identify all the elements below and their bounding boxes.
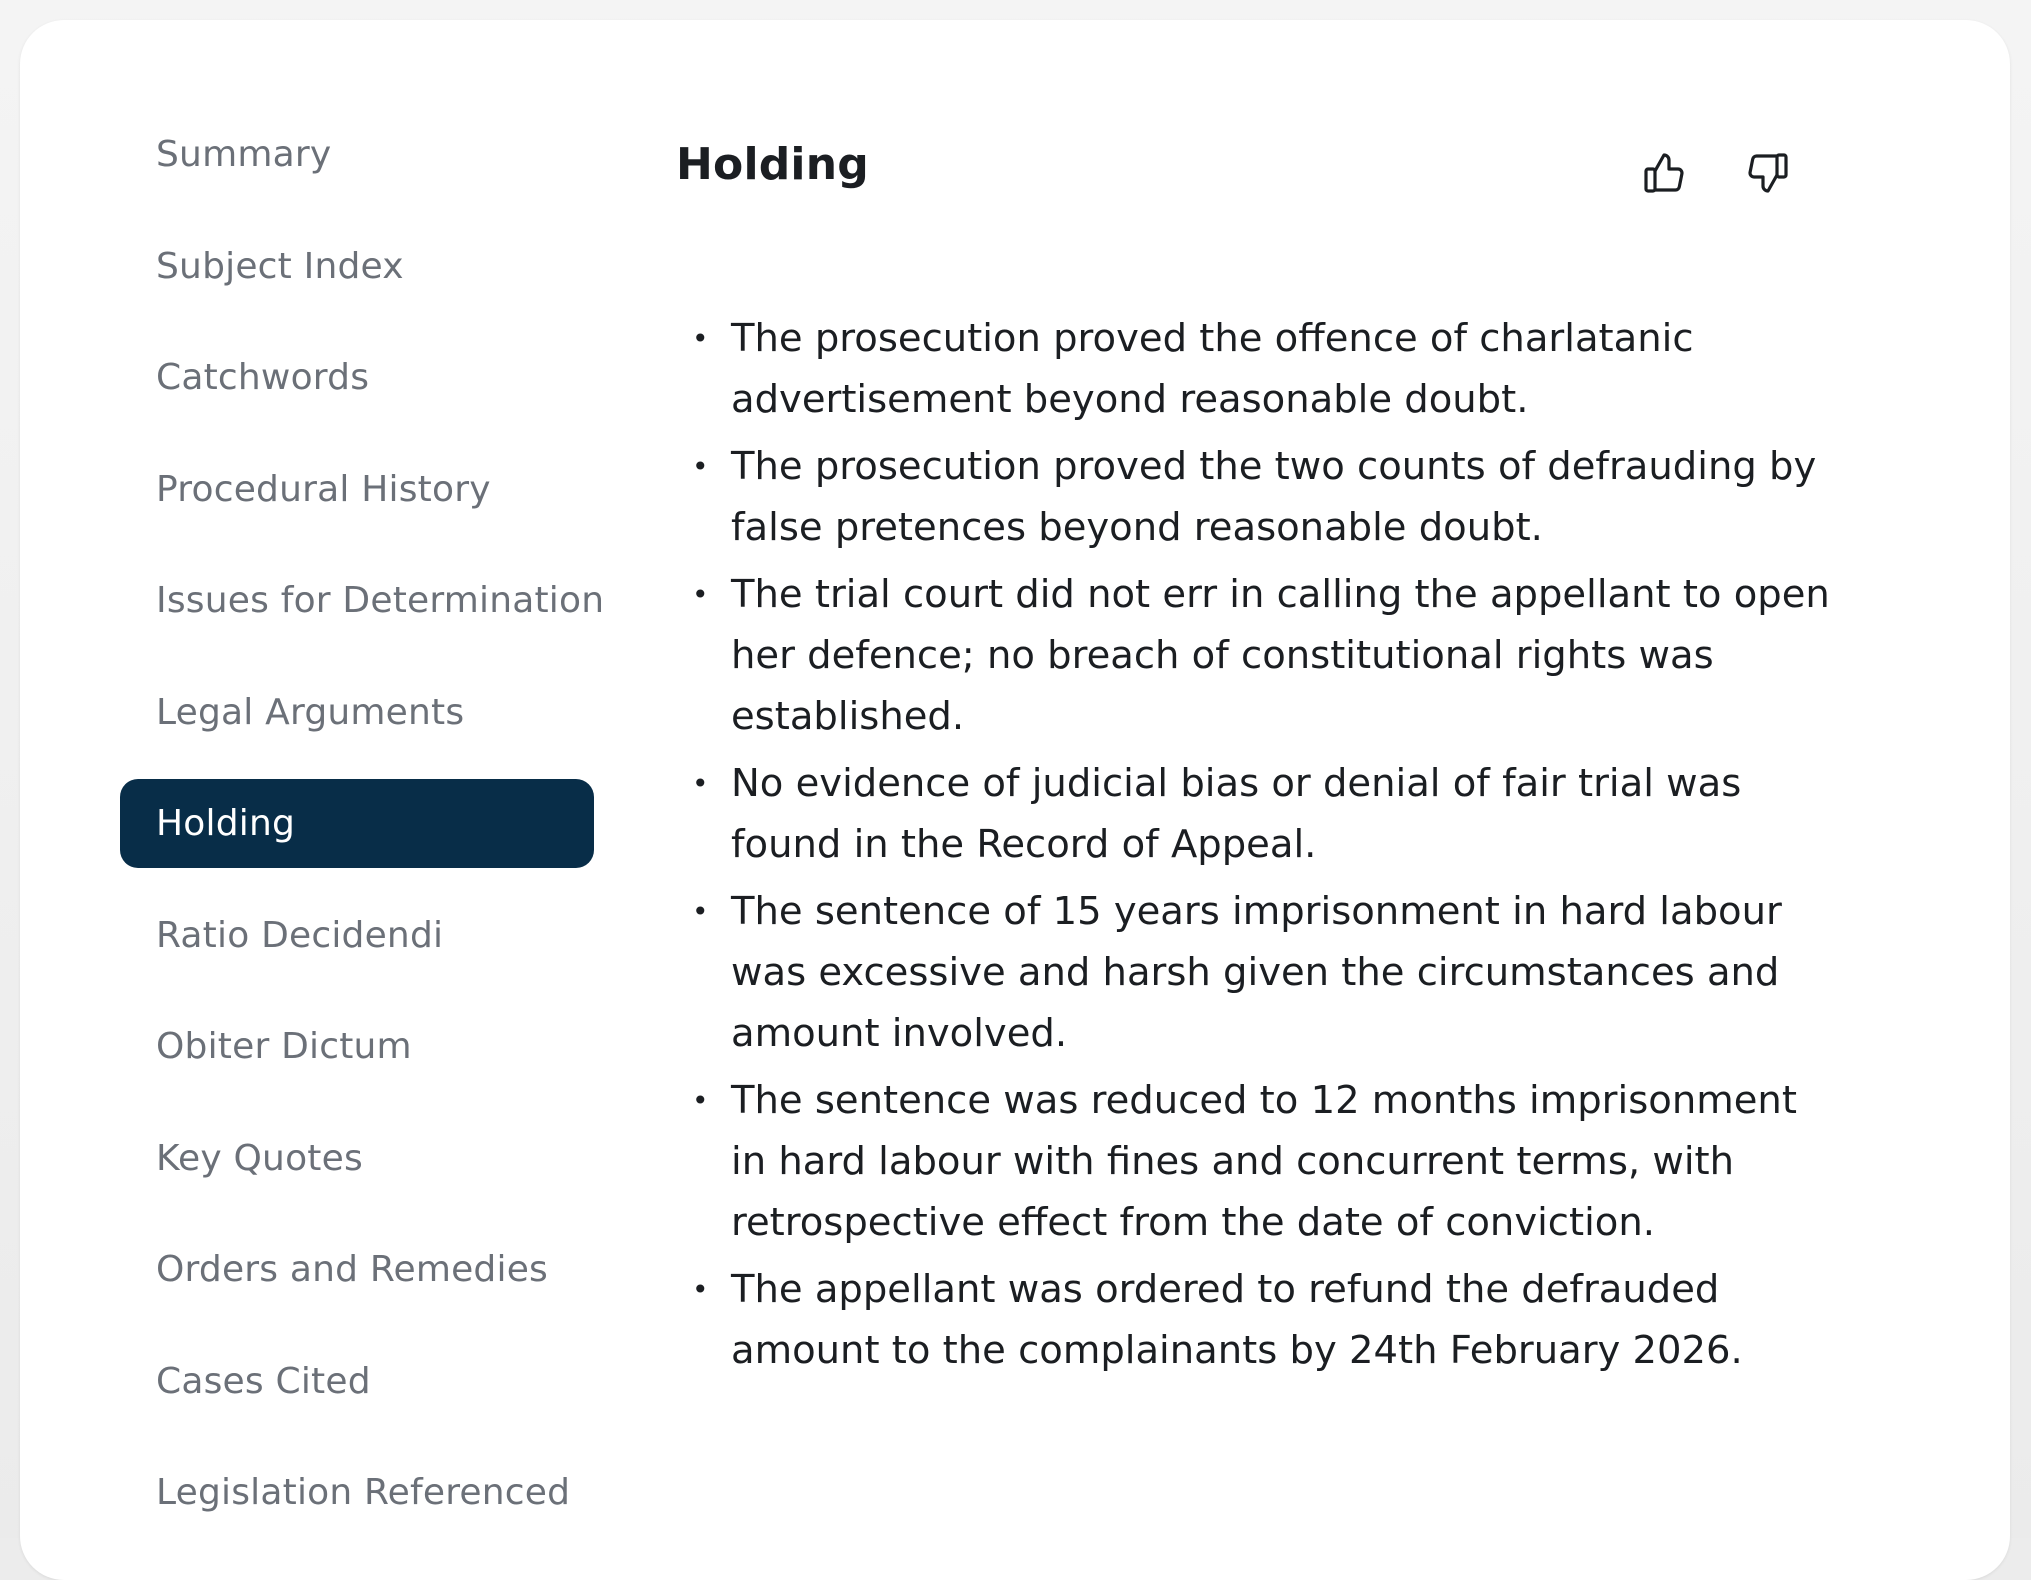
nav-item-key-quotes[interactable]: Key Quotes bbox=[156, 1137, 363, 1179]
nav-item-orders-and-remedies[interactable]: Orders and Remedies bbox=[156, 1249, 548, 1290]
list-item: • No evidence of judicial bias or denial of fair trial was found in the Record of Appeal. bbox=[676, 753, 1836, 875]
thumbs-down-icon bbox=[1743, 149, 1791, 197]
nav-item-ratio-decidendi[interactable]: Ratio Decidendi bbox=[156, 914, 444, 956]
thumbs-up-icon bbox=[1641, 149, 1689, 197]
list-item: • The trial court did not err in calling the appellant to open her defence; no breach of constitutional rights was established. bbox=[676, 564, 1836, 747]
nav-item-issues-for-determination[interactable]: Issues for Determination bbox=[156, 580, 605, 621]
thumbs-down-button[interactable] bbox=[1742, 148, 1792, 198]
section-nav bbox=[120, 110, 605, 1560]
list-item: • The sentence of 15 years imprisonment in hard labour was excessive and harsh given the circumstances and amount involved. bbox=[676, 881, 1836, 1064]
thumbs-up-button[interactable] bbox=[1640, 148, 1690, 198]
list-item: • The prosecution proved the two counts of defrauding by false pretences beyond reasonable doubt. bbox=[676, 436, 1836, 558]
section-title: Holding bbox=[676, 139, 869, 190]
nav-item-obiter-dictum[interactable]: Obiter Dictum bbox=[156, 1026, 412, 1067]
nav-item-legislation-referenced[interactable]: Legislation Referenced bbox=[156, 1472, 571, 1513]
nav-item-subject-index[interactable]: Subject Index bbox=[156, 245, 404, 287]
nav-item-summary[interactable]: Summary bbox=[156, 134, 332, 175]
feedback-controls bbox=[1640, 148, 1792, 198]
list-item: • The appellant was ordered to refund the defrauded amount to the complainants by 24th February 2026. bbox=[676, 1259, 1836, 1381]
list-item: • The sentence was reduced to 12 months imprisonment in hard labour with fines and concurrent terms, with retrospective effect from the date of conviction. bbox=[676, 1070, 1836, 1253]
nav-item-catchwords[interactable]: Catchwords bbox=[156, 357, 370, 398]
list-item: • The prosecution proved the offence of charlatanic advertisement beyond reasonable doubt. bbox=[676, 308, 1836, 430]
nav-item-cases-cited[interactable]: Cases Cited bbox=[156, 1360, 371, 1402]
holding-list bbox=[676, 308, 1836, 1387]
nav-item-legal-arguments[interactable]: Legal Arguments bbox=[156, 691, 465, 733]
nav-item-procedural-history[interactable]: Procedural History bbox=[156, 468, 491, 510]
nav-item-holding[interactable]: Holding bbox=[120, 779, 594, 868]
